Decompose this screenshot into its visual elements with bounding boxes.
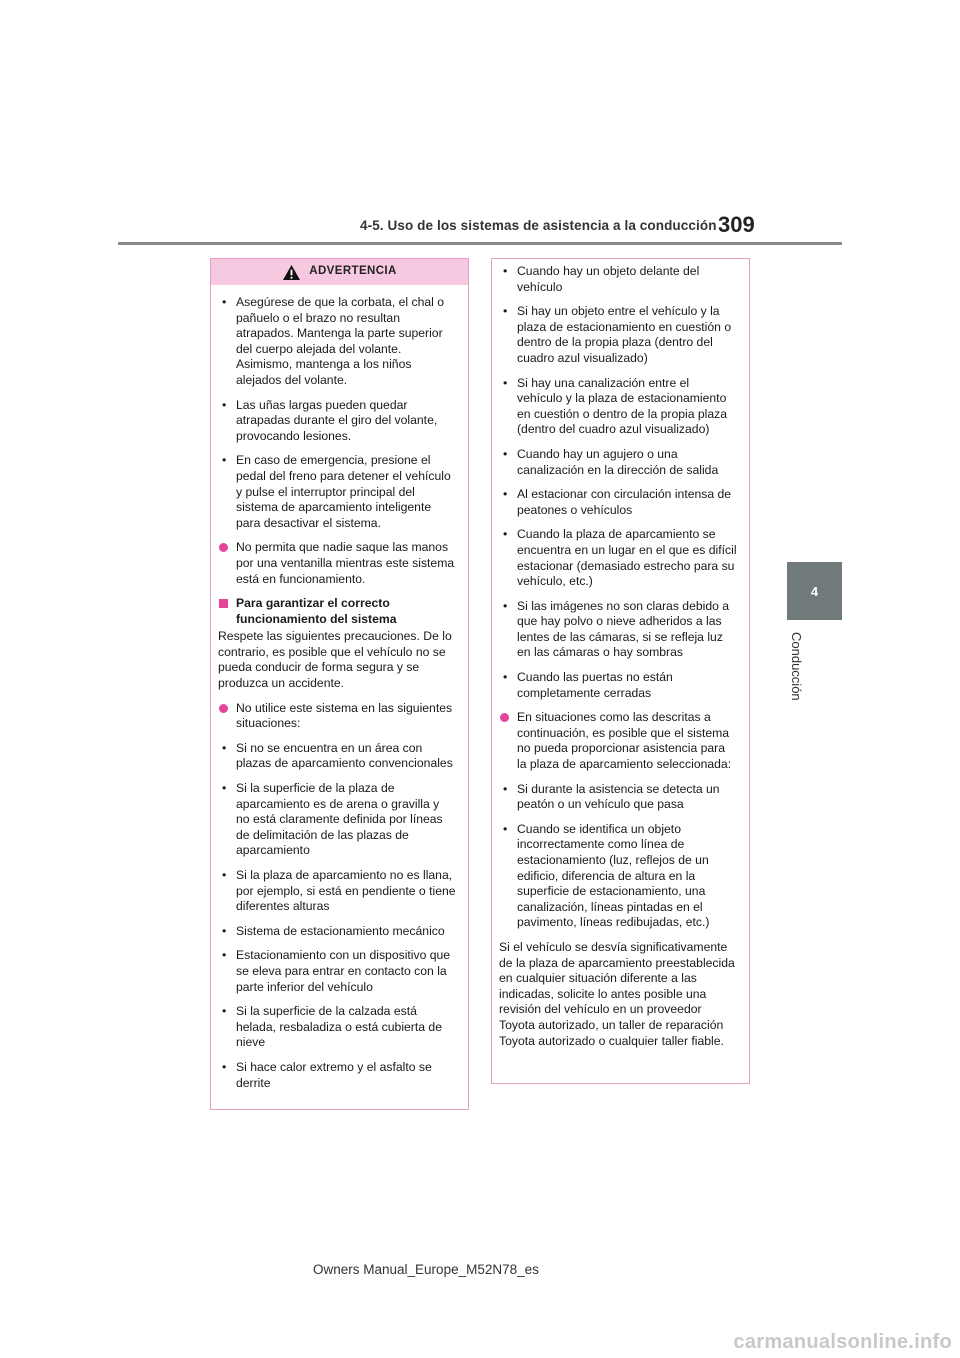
chapter-tab (787, 562, 842, 620)
list-item: • Sistema de estacionamiento mecánico (218, 924, 456, 940)
warning-box-right (491, 258, 750, 1084)
list-item: • En caso de emergencia, presione el pedal del freno para detener el vehículo y pulse el interruptor principal del sistema de aparcamiento inteligente para desactivar el sistema. (218, 453, 456, 531)
square-bullet-icon (219, 599, 228, 608)
list-item: • Si las imágenes no son claras debido a que hay polvo o nieve adheridos a las lentes de las cámaras, si se refleja luz en las cámaras o hay sombras (499, 599, 737, 661)
subheading (218, 596, 456, 627)
list-item: • Si la superficie de la plaza de aparcamiento es de arena o gravilla y no está claramente definida por líneas de delimitación de las plazas de aparcamiento (218, 781, 456, 859)
manual-footer: Owners Manual_Europe_M52N78_es (313, 1262, 539, 1277)
header-divider (118, 242, 842, 245)
warning-triangle-icon (282, 264, 301, 281)
subheading-text: Para garantizar el correcto funcionamiento del sistema (236, 596, 397, 626)
warning-title: ADVERTENCIA (309, 265, 397, 278)
subheading-paragraph: Respete las siguientes precauciones. De lo contrario, es posible que el vehículo no se pueda conducir de forma segura y se produzca un accidente. (218, 629, 452, 691)
circle-bullet-icon (219, 543, 228, 552)
list-item: • Cuando las puertas no están completamente cerradas (499, 670, 737, 701)
list-item: • Cuando hay un agujero o una canalización en la dirección de salida (499, 447, 737, 478)
list-item: • Si hay una canalización entre el vehículo y la plaza de estacionamiento en cuestión o dentro de la propia plaza (dentro del cuadro azul visualizado) (499, 376, 737, 438)
list-item: • Si la superficie de la calzada está helada, resbaladiza o está cubierta de nieve (218, 1004, 456, 1051)
list-item: • Cuando hay un objeto delante del vehículo (499, 264, 737, 295)
circle-list-item (499, 710, 737, 772)
circle-item-text: En situaciones como las descritas a continuación, es posible que el sistema no pueda proporcionar asistencia para la plaza de aparcamiento seleccionada: (517, 710, 732, 772)
watermark: carmanualsonline.info (733, 1331, 952, 1353)
list-item: • Si no se encuentra en un área con plazas de aparcamiento convencionales (218, 741, 456, 772)
circle-item-text: No utilice este sistema en las siguientes situaciones: (236, 700, 453, 731)
list-item: • Las uñas largas pueden quedar atrapadas durante el giro del volante, provocando lesiones. (218, 398, 456, 445)
list-item: • Si la plaza de aparcamiento no es llana, por ejemplo, si está en pendiente o tiene diferentes alturas (218, 868, 456, 915)
section-title: 4-5. Uso de los sistemas de asistencia a la conducción (360, 218, 717, 233)
chapter-label: Conducción (789, 632, 804, 701)
circle-bullet-icon (500, 713, 509, 722)
list-item: • Si durante la asistencia se detecta un peatón o un vehículo que pasa (499, 782, 737, 813)
circle-list-item (218, 701, 456, 732)
closing-paragraph: Si el vehículo se desvía significativamente de la plaza de aparcamiento preestablecida en cualquier situación diferente a las indicadas, solicite lo antes posible una revisión del vehículo en un proveedor Toyota autorizado, un taller de reparación Toyota autorizado o cualquier taller fiable. (499, 939, 735, 1048)
list-item: • Cuando la plaza de aparcamiento se encuentra en un lugar en el que es difícil estacionar (demasiado estrecho para su vehículo, etc.) (499, 527, 737, 589)
list-item: • Cuando se identifica un objeto incorrectamente como línea de estacionamiento (luz, reflejos de un edificio, diferencia de altura en la superficie de estacionamiento, una canalización, líneas pintadas en el pavimento, líneas redibujadas, etc.) (499, 822, 737, 931)
circle-item-text: No permita que nadie saque las manos por una ventanilla mientras este sistema está en funcionamiento. (236, 540, 455, 586)
circle-list-item (218, 540, 456, 587)
list-item: • Al estacionar con circulación intensa de peatones o vehículos (499, 487, 737, 518)
list-item: • Si hay un objeto entre el vehículo y la plaza de estacionamiento en cuestión o dentro de la propia plaza (dentro del cuadro azul visualizado) (499, 304, 737, 366)
chapter-number: 4 (810, 583, 819, 599)
warning-box-left (210, 258, 469, 1110)
list-item: • Si hace calor extremo y el asfalto se derrite (218, 1060, 456, 1091)
page-number: 309 (718, 212, 755, 237)
list-item: • Estacionamiento con un dispositivo que se eleva para entrar en contacto con la parte inferior del vehículo (218, 948, 456, 995)
list-item: • Asegúrese de que la corbata, el chal o pañuelo o el brazo no resultan atrapados. Mantenga la parte superior del cuerpo alejada del volante. Asimismo, mantenga a los niños alejados del volante. (218, 295, 456, 389)
circle-bullet-icon (219, 704, 228, 713)
warning-header (211, 259, 468, 285)
